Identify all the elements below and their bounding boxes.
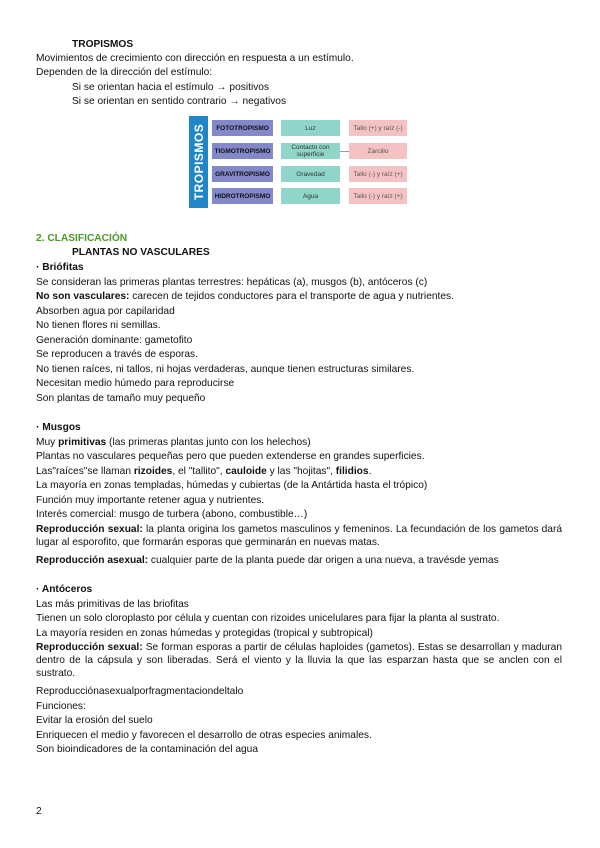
antoceros-heading: · Antóceros bbox=[36, 584, 93, 595]
text-run: carecen de tejidos conductores para el transporte de agua y nutrientes. bbox=[129, 291, 454, 302]
diagram-row-name: TIGMOTROPISMO bbox=[212, 143, 273, 159]
diagram-row-response: Tallo (-) y raíz (+) bbox=[349, 166, 407, 182]
bold-term: filidios bbox=[335, 466, 369, 477]
tropismos-definition: Movimientos de crecimiento con dirección en respuesta a un estímulo. bbox=[36, 53, 354, 64]
diagram-label-bar bbox=[189, 116, 208, 208]
antoceros-line: Las más primitivas de las briofitas bbox=[36, 599, 189, 610]
text-run: y las "hojitas", bbox=[266, 466, 336, 477]
briofitas-line: Absorben agua por capilaridad bbox=[36, 306, 175, 317]
tropismos-title: TROPISMOS bbox=[72, 39, 134, 50]
briofitas-line: Se reproducen a través de esporas. bbox=[36, 349, 198, 360]
section-subheading: PLANTAS NO VASCULARES bbox=[72, 247, 210, 258]
text-run: (las primeras plantas junto con los helechos) bbox=[106, 437, 311, 448]
diagram-row-stimulus: Contacto con superficie bbox=[281, 143, 340, 159]
diagram-row-response: Tallo (-) y raíz (+) bbox=[349, 188, 407, 204]
page-number: 2 bbox=[36, 806, 42, 817]
tropismos-depends: Dependen de la dirección del estímulo: bbox=[36, 67, 213, 78]
briofitas-line: No tienen flores ni semillas. bbox=[36, 320, 161, 331]
antoceros-line: La mayoría residen en zonas húmedas y protegidas (tropical y subtropical) bbox=[36, 628, 373, 639]
briofitas-line: Son plantas de tamaño muy pequeño bbox=[36, 393, 206, 404]
bold-term: cauloide bbox=[225, 466, 267, 477]
briofitas-line bbox=[36, 290, 454, 303]
diagram-row-stimulus: Agua bbox=[281, 188, 340, 204]
diagram-connector bbox=[340, 151, 349, 152]
diagram-row-stimulus: Luz bbox=[281, 120, 340, 136]
bold-term: primitivas bbox=[58, 437, 107, 448]
musgos-line bbox=[36, 465, 371, 478]
bold-term: No son vasculares: bbox=[36, 291, 130, 302]
antoceros-line: Reproducciónasexualporfragmentaciondeltalo bbox=[36, 686, 244, 697]
antoceros-line: Son bioindicadores de la contaminación del agua bbox=[36, 744, 259, 755]
antoceros-line: Funciones: bbox=[36, 701, 86, 712]
text-run: . bbox=[368, 466, 372, 477]
musgos-line: Función muy importante retener agua y nutrientes. bbox=[36, 495, 265, 506]
diagram-label: TROPISMOS bbox=[191, 123, 206, 201]
section-heading: 2. CLASIFICACIÓN bbox=[36, 233, 128, 244]
bold-term: Reproducción asexual: bbox=[36, 555, 149, 566]
briofitas-line: Generación dominante: gametofito bbox=[36, 335, 193, 346]
diagram-row-name: GRAVITROPISMO bbox=[212, 166, 273, 182]
briofitas-line: Necesitan medio húmedo para reproducirse bbox=[36, 378, 235, 389]
bold-term: Reproducción sexual: bbox=[36, 524, 143, 535]
bold-term: Reproducción sexual: bbox=[36, 642, 143, 653]
tropismos-positive: Si se orientan hacia el estímulo → positivos bbox=[72, 82, 270, 93]
antoceros-paragraph bbox=[36, 641, 562, 680]
diagram-row-response: Tallo (+) y raíz (-) bbox=[349, 120, 407, 136]
tropismos-negative: Si se orientan en sentido contrario → negativos bbox=[72, 96, 287, 107]
text-run: la planta origina los gametos masculinos y femeninos. La fecundación de los gametos dará lugar al esporofito, que formarán esporas que germinarán en nuevas matas. bbox=[36, 524, 562, 548]
text-run: Se forman esporas a partir de células haploides (gametos). Estas se desarrollan y maduran dentro de la cápsula y son liberadas. Será el viento y la lluvia la que las esparzan hasta que se anclen con el sustrato. bbox=[36, 642, 562, 679]
musgos-line: Plantas no vasculares pequeñas pero que pueden extenderse en grandes superficies. bbox=[36, 451, 425, 462]
musgos-line: La mayoría en zonas templadas, húmedas y cubiertas (de la Antártida hasta el trópico) bbox=[36, 480, 428, 491]
bold-term: rizoides bbox=[133, 466, 173, 477]
musgos-line bbox=[36, 436, 311, 449]
text-run: cualquier parte de la planta puede dar origen a una nueva, a travésde yemas bbox=[148, 555, 499, 566]
diagram-row-stimulus: Gravedad bbox=[281, 166, 340, 182]
briofitas-heading: · Briófitas bbox=[36, 262, 84, 273]
antoceros-line: Tienen un solo cloroplasto por célula y cuentan con rizoides unicelulares para fijar la planta al sustrato. bbox=[36, 613, 500, 624]
musgos-paragraph bbox=[36, 523, 562, 549]
antoceros-line: Evitar la erosión del suelo bbox=[36, 715, 153, 726]
briofitas-line: Se consideran las primeras plantas terrestres: hepáticas (a), musgos (b), antóceros (c) bbox=[36, 277, 428, 288]
musgos-heading: · Musgos bbox=[36, 422, 81, 433]
diagram-row-name: HIDROTROPISMO bbox=[212, 188, 273, 204]
diagram-row-name: FOTOTROPISMO bbox=[212, 120, 273, 136]
text-run: , el "tallito", bbox=[172, 466, 226, 477]
musgos-line: Interés comercial: musgo de turbera (abono, combustible…) bbox=[36, 509, 308, 520]
diagram-row-response: Zarcillo bbox=[349, 143, 407, 159]
text-run: Muy bbox=[36, 437, 59, 448]
antoceros-line: Enriquecen el medio y favorecen el desarrollo de otras especies animales. bbox=[36, 730, 372, 741]
briofitas-line: No tienen raíces, ni tallos, ni hojas verdaderas, aunque tienen estructuras similares. bbox=[36, 364, 415, 375]
text-run: Las"raíces"se llaman bbox=[36, 466, 134, 477]
musgos-line bbox=[36, 554, 499, 567]
